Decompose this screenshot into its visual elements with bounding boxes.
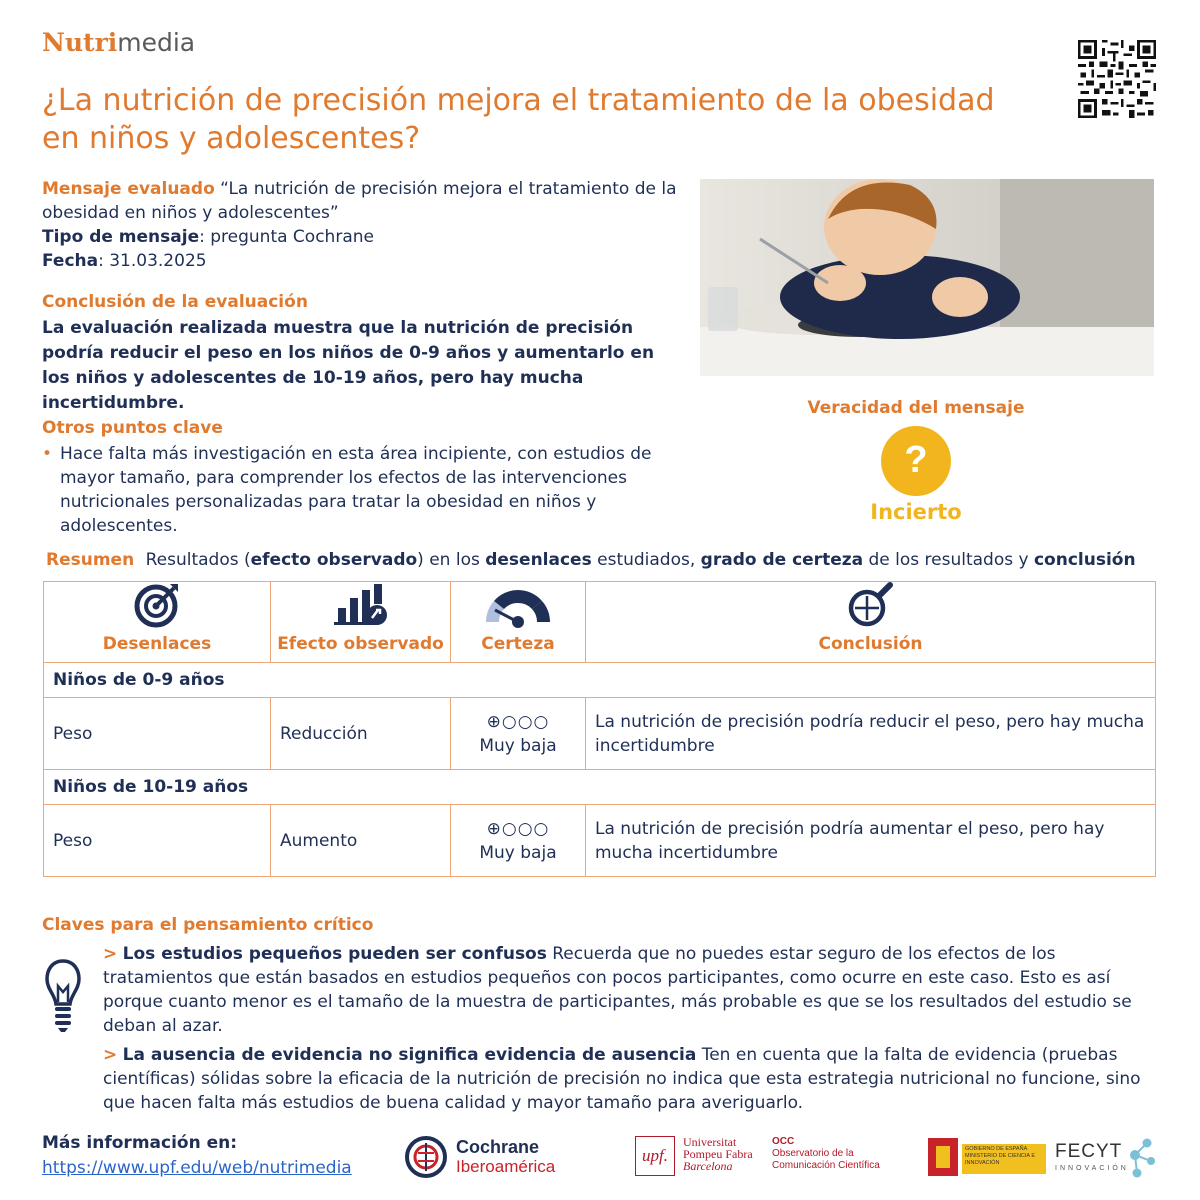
table-header-row [44,582,1156,663]
upf-line: Barcelona [683,1159,733,1173]
header-desenlaces [44,582,271,663]
brand-logo [42,28,195,57]
upf-line: Pompeu Fabra [683,1147,753,1161]
gobierno-espana-logo[interactable] [928,1138,1048,1178]
other-key-points [42,416,702,538]
message-meta [42,177,682,273]
bullet-text: Hace falta más investigación en esta área incipiente, con estudios de mayor tamaño, para comprender los efectos de las intervenciones nutricionales personalizadas para tratar la obesidad en niños y adolescentes. [60,444,652,536]
conclusion-text: La evaluación realizada muestra que la nutrición de precisión podría reducir el peso en los niños de 0-9 años y aumentarlo en los niños y adolescentes de 10-19 años, pero hay mucha incertidumbre. [42,318,655,413]
conclusion-section [42,290,682,416]
effect-cell: Reducción [271,698,451,770]
certainty-symbols: ⊕○○○ [486,711,550,732]
header-label: Desenlaces [102,634,212,654]
gauge-icon [481,582,555,628]
header-efecto [271,582,451,663]
summary-label: Resumen [46,550,135,570]
occ-line: OCC [772,1136,795,1147]
results-table [43,581,1156,877]
summary-bold: efecto observado [250,550,418,570]
summary-part: estudiados, [591,550,701,570]
iberoamerica-text: Iberoamérica [456,1157,556,1176]
summary-line [46,548,1156,572]
gob-line: GOBIERNO DE ESPAÑA [965,1146,1028,1152]
certainty-cell [451,698,586,770]
more-info [42,1131,352,1181]
outcome-cell: Peso [44,805,271,877]
fecha-label: Fecha [42,251,99,271]
brand-part1: Nutri [42,28,118,57]
summary-part: ) en los [417,550,486,570]
group-label: Niños de 0-9 años [44,663,1156,698]
tipo-label: Tipo de mensaje [42,227,200,247]
summary-bold: desenlaces [485,550,592,570]
table-row [44,698,1156,770]
group-label: Niños de 10-19 años [44,770,1156,805]
fecha-text: : 31.03.2025 [98,251,207,271]
spain-shield-icon [928,1138,958,1176]
summary-bold: grado de certeza [700,550,864,570]
lightbulb-icon [44,958,82,1034]
group-row [44,663,1156,698]
list-item [103,942,1154,1038]
item-text: Recuerda que no puedes estar seguro de los efectos de los tratamientos que están basados en estudios pequeños con pocos participantes, como ocurre en este caso. Esto es así porque cuanto menor es el tamaño de la muestra de participantes, más probable es que se los resultados del estudio se deban al azar. [103,944,1132,1036]
certainty-level: Muy baja [479,735,557,756]
veracity-panel [800,396,1032,524]
conclusion-cell: La nutrición de precisión podría aumentar el peso, pero hay mucha incertidumbre [586,805,1156,877]
child-eating-photo [700,179,1154,376]
nutrimedia-link[interactable]: https://www.upf.edu/web/nutrimedia [42,1158,352,1178]
question-mark-symbol: ? [904,439,928,481]
tipo-text: : pregunta Cochrane [199,227,374,247]
table-row [44,805,1156,877]
outcome-cell: Peso [44,698,271,770]
cochrane-text: Cochrane [456,1137,540,1157]
mensaje-text: “La nutrición de precisión mejora el tratamiento de la obesidad en niños y adolescentes” [42,179,677,223]
critical-thinking-section [42,913,1154,1115]
item-bold: Los estudios pequeños pueden ser confusos [122,944,547,964]
bullet-marker: • [42,444,53,464]
cochrane-icon [404,1135,448,1179]
upf-box: upf. [635,1136,675,1176]
header-conclusion [586,582,1156,663]
conclusion-cell: La nutrición de precisión podría reducir el peso, pero hay mucha incertidumbre [586,698,1156,770]
fecyt-subtext: INNOVACIÓN [1055,1165,1129,1172]
upf-text [683,1136,753,1172]
upf-line: Universitat [683,1135,737,1149]
critical-thinking-heading: Claves para el pensamiento crítico [42,915,374,935]
item-marker: > [103,1045,118,1065]
item-text: Ten en cuenta que la falta de evidencia (pruebas científicas) sólidas sobre la eficacia de la nutrición de precisión no indica que esta estrategia nutricional no funcione, sino que hacen falta más estudios de buena calidad y mayor tamaño para averiguarlo. [103,1045,1141,1113]
fecyt-text: FECYT [1055,1141,1123,1162]
bar-chart-icon [334,582,388,628]
veracity-verdict: Incierto [870,500,962,524]
gobierno-text [962,1144,1046,1174]
item-marker: > [103,944,118,964]
mensaje-label: Mensaje evaluado [42,179,215,199]
qr-code-icon[interactable] [1078,40,1156,118]
summary-part: de los resultados y [863,550,1034,570]
summary-part: Resultados ( [145,550,251,570]
upf-occ-logo[interactable] [635,1136,885,1182]
list-item [103,1043,1154,1115]
target-icon [132,582,182,628]
summary-bold: conclusión [1033,550,1136,570]
certainty-level: Muy baja [479,842,557,863]
page-title: ¿La nutrición de precisión mejora el tratamiento de la obesidad en niños y adolescentes? [42,83,995,156]
question-mark-icon [881,426,951,496]
occ-line: Observatorio de la [772,1148,854,1159]
veracity-heading: Veracidad del mensaje [807,398,1025,418]
brand-part2: media [117,28,196,57]
certainty-symbols: ⊕○○○ [486,818,550,839]
occ-line: Comunicación Científica [772,1160,880,1171]
header-label: Efecto observado [277,634,444,654]
gob-line: MINISTERIO DE CIENCIA E INNOVACIÓN [965,1153,1035,1166]
group-row [44,770,1156,805]
header-label: Certeza [481,634,555,654]
occ-text [772,1136,880,1172]
magnifier-icon [844,582,898,628]
fecyt-molecule-icon [1125,1137,1159,1181]
certainty-cell [451,805,586,877]
other-key-points-heading: Otros puntos clave [42,418,223,438]
list-item [42,442,702,538]
fecyt-logo[interactable] [1055,1137,1165,1181]
header-label: Conclusión [818,634,923,654]
effect-cell: Aumento [271,805,451,877]
item-bold: La ausencia de evidencia no significa evidencia de ausencia [122,1045,697,1065]
header-certeza [451,582,586,663]
conclusion-heading: Conclusión de la evaluación [42,292,308,312]
cochrane-iberoamerica-logo[interactable] [404,1135,574,1181]
more-info-label: Más información en: [42,1133,238,1153]
